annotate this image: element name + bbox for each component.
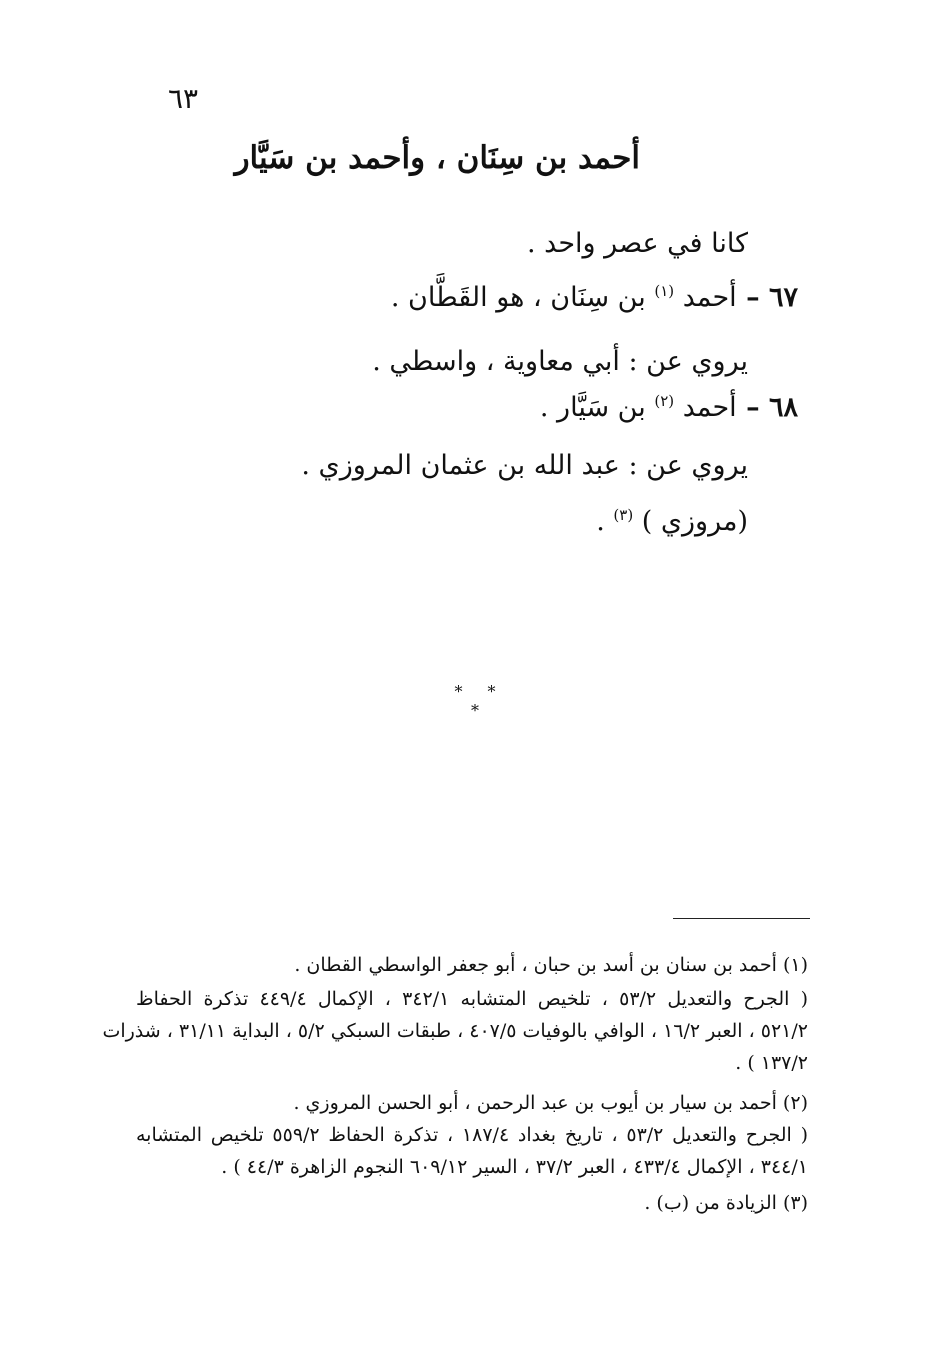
footnote-divider (673, 918, 810, 919)
entry-name-start: أحمد (674, 392, 737, 423)
intro-line: كانا في عصر واحد . (527, 228, 748, 259)
footnote-2-line: ٣٤٤/١ ، الإكمال ٤٣٣/٤ ، العبر ٣٧/٢ ، السير ٦٠٩/١٢ النجوم الزاهرة ٤٤/٣ ) . (221, 1156, 808, 1178)
entry-68 (540, 392, 798, 423)
entry-dash: – (736, 392, 769, 423)
entry-name-end: بن سِنَان ، هو القَطَّان . (390, 282, 655, 313)
entry-67 (391, 282, 798, 313)
entry-name-start: أحمد (674, 282, 737, 313)
footnote-ref-3[interactable]: (٣) (613, 506, 634, 524)
entry-name-end: بن سَيَّار . (539, 392, 655, 423)
footnote-ref-1[interactable]: (١) (654, 282, 675, 300)
marwazi-text: (مروزي ) (633, 506, 748, 537)
entry-dash: – (736, 282, 769, 313)
section-heading: أحمد بن سِنَان ، وأحمد بن سَيَّار (234, 140, 640, 176)
footnote-1-line: ٥٢١/٢ ، العبر ١٦/٢ ، الوافي بالوفيات ٤٠٧/٥ ، طبقات السبكي ٥/٢ ، البداية ٣١/١١ ، شذرات (102, 1020, 808, 1042)
footnote-1-line: ( الجرح والتعديل ٥٣/٢ ، تلخيص المتشابه ٣٤٢/١ ، الإكمال ٤٤٩/٤ تذكرة الحفاظ (136, 988, 808, 1010)
footnote-2-line: ( الجرح والتعديل ٥٣/٢ ، تاريخ بغداد ١٨٧/٤ ، تذكرة الحفاظ ٥٥٩/٢ تلخيص المتشابه (136, 1124, 808, 1146)
footnote-ref-2[interactable]: (٢) (654, 392, 675, 410)
entry-67-narrates: يروي عن : أبي معاوية ، واسطي . (372, 346, 748, 377)
entry-number: ٦٧ (768, 282, 798, 313)
page-number: ٦٣ (168, 82, 199, 115)
entry-68-narrates: يروي عن : عبد الله بن عثمان المروزي . (301, 450, 748, 481)
marwazi-end: . (596, 506, 614, 537)
footnote-1-title: (١) أحمد بن سنان بن أسد بن حبان ، أبو جعفر الواسطي القطان . (294, 954, 808, 976)
footnote-3: (٣) الزيادة من (ب) . (644, 1192, 808, 1214)
section-separator: * * * (454, 682, 506, 720)
footnote-1-line: ١٣٧/٢ ) . (735, 1052, 808, 1074)
marwazi-line (596, 506, 748, 537)
footnote-2-title: (٢) أحمد بن سيار بن أيوب بن عبد الرحمن ، أبو الحسن المروزي . (293, 1092, 808, 1114)
entry-number: ٦٨ (768, 392, 798, 423)
